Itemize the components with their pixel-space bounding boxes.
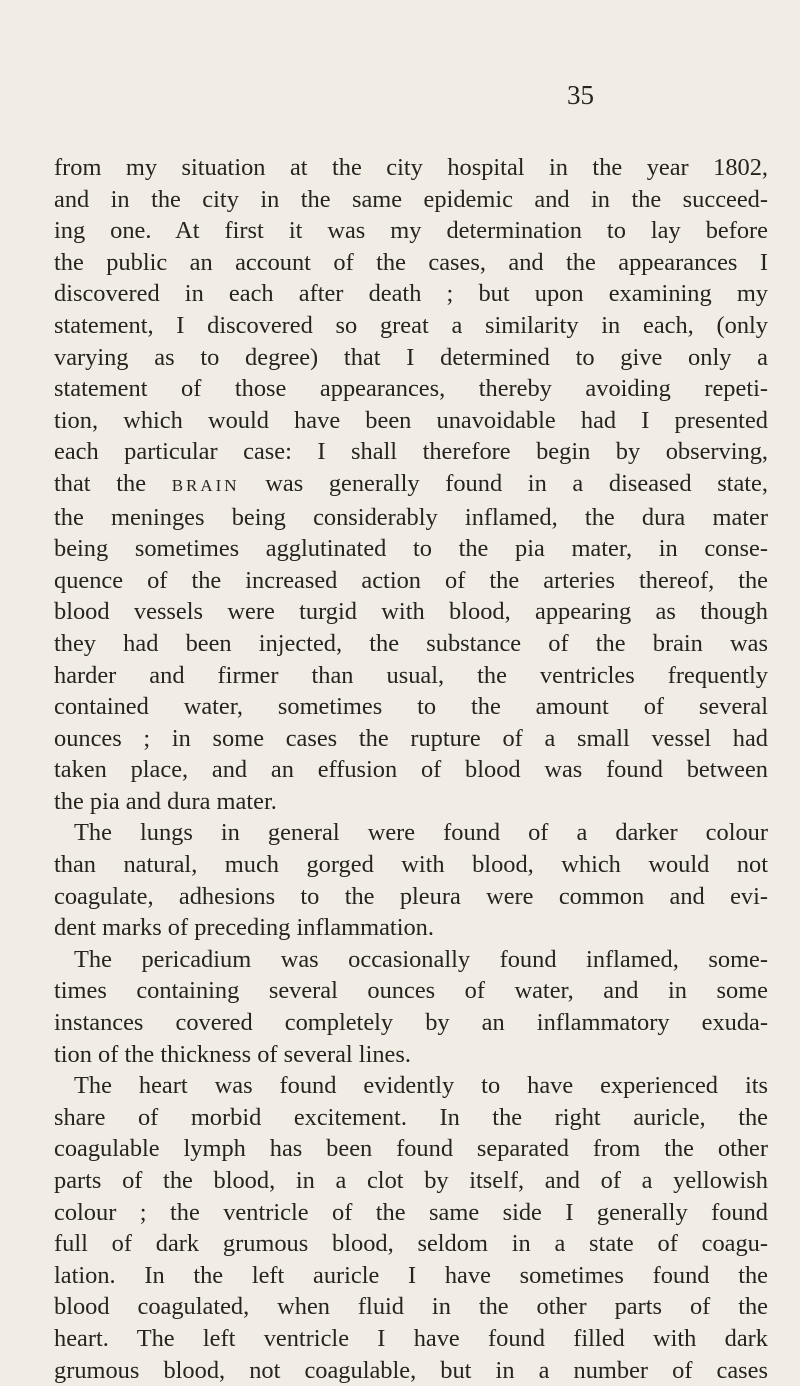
text-line: contained water, sometimes to the amount of several: [54, 693, 768, 721]
text-line: lation. In the left auricle I have sometimes found the: [54, 1261, 768, 1289]
text-line: ounces ; in some cases the rupture of a small vessel had: [54, 724, 768, 752]
text-line: statement of those appearances, thereby avoiding repeti-: [54, 375, 768, 403]
text-segment: was generally found in a diseased state,: [239, 469, 768, 497]
text-line: ing one. At first it was my determination to lay before: [54, 217, 768, 245]
text-line: from my situation at the city hospital in the year 1802,: [54, 154, 768, 181]
text-line: coagulable lymph has been found separated from the other: [54, 1135, 768, 1163]
text-line: the meninges being considerably inflamed, the dura mater: [54, 503, 768, 531]
page-number: 35: [567, 80, 594, 110]
text-line: quence of the increased action of the arteries thereof, the: [54, 566, 768, 594]
text-line: varying as to degree) that I determined to give only a: [54, 343, 768, 371]
text-line: share of morbid excitement. In the right auricle, the: [54, 1103, 768, 1131]
text-line: discovered in each after death ; but upon examining my: [54, 280, 768, 308]
text-line: instances covered completely by an inflammatory exuda-: [54, 1009, 768, 1037]
text-line: The lungs in general were found of a darker colour: [74, 819, 768, 847]
text-line: heart. The left ventricle I have found filled with dark: [54, 1324, 768, 1352]
text-line: times containing several ounces of water, and in some: [54, 977, 768, 1005]
text-line: The heart was found evidently to have experienced its: [74, 1072, 768, 1100]
text-line: grumous blood, not coagulable, but in a number of cases: [54, 1356, 768, 1384]
text-line: full of dark grumous blood, seldom in a state of coagu-: [54, 1230, 768, 1258]
body-text: [54, 152, 768, 1386]
text-line: tion of the thickness of several lines.: [54, 1040, 411, 1068]
text-line: [54, 468, 768, 502]
text-line: colour ; the ventricle of the same side I generally found: [54, 1198, 768, 1226]
text-line: The pericadium was occasionally found inflamed, some-: [74, 945, 768, 973]
text-line: tion, which would have been unavoidable had I presented: [54, 406, 768, 434]
text-line: taken place, and an effusion of blood was found between: [54, 756, 768, 784]
text-line: the pia and dura mater.: [54, 787, 277, 815]
text-line: being sometimes agglutinated to the pia mater, in conse-: [54, 535, 768, 563]
text-line: than natural, much gorged with blood, which would not: [54, 851, 768, 879]
text-line: they had been injected, the substance of the brain was: [54, 629, 768, 657]
text-line: blood vessels were turgid with blood, appearing as though: [54, 598, 768, 626]
text-line: the public an account of the cases, and the appearances I: [54, 248, 768, 276]
text-line: blood coagulated, when fluid in the other parts of the: [54, 1293, 768, 1321]
text-line: parts of the blood, in a clot by itself, and of a yellowish: [54, 1167, 768, 1194]
text-line: harder and firmer than usual, the ventricles frequently: [54, 661, 768, 689]
text-segment: that the: [54, 469, 172, 497]
text-line: statement, I discovered so great a similarity in each, (only: [54, 311, 768, 339]
small-caps-word: BRAIN: [171, 475, 240, 495]
text-line: coagulate, adhesions to the pleura were common and evi-: [54, 882, 768, 910]
text-line: and in the city in the same epidemic and in the succeed-: [54, 185, 768, 213]
text-line: each particular case: I shall therefore begin by observing,: [54, 438, 768, 466]
text-line: dent marks of preceding inflammation.: [54, 914, 434, 942]
